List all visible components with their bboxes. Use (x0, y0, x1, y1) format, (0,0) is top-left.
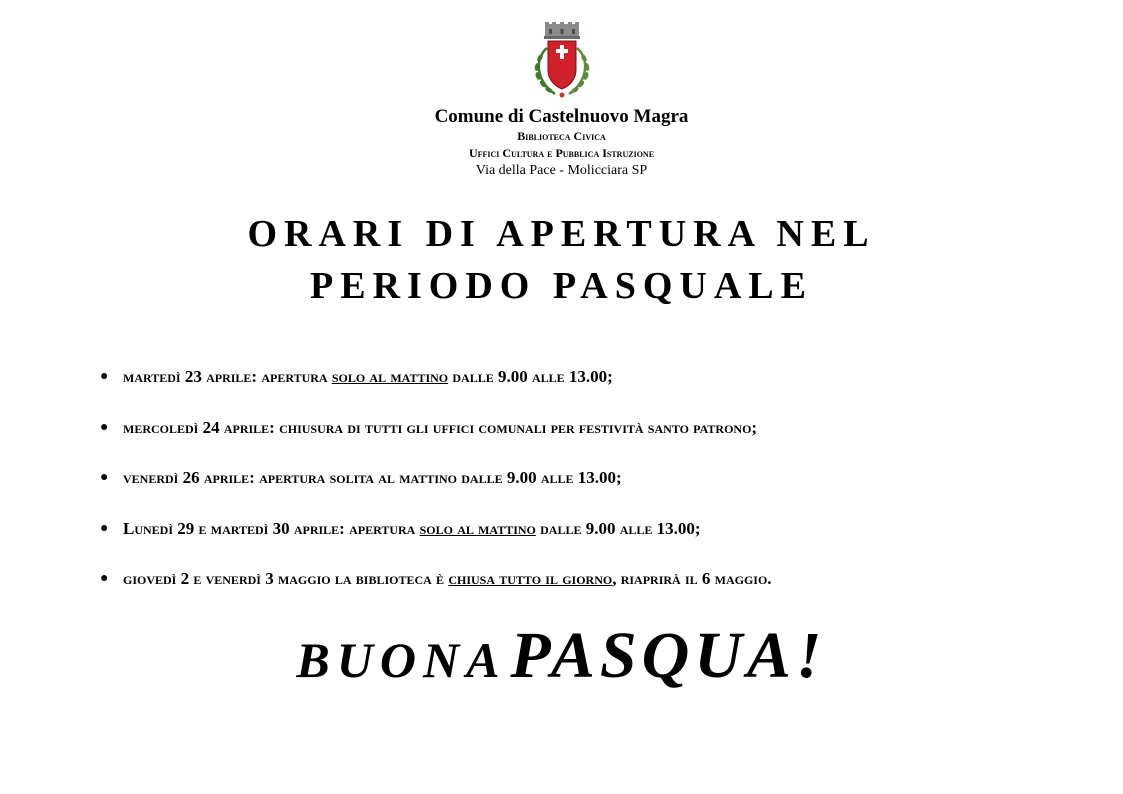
municipality-name: Comune di Castelnuovo Magra (434, 106, 689, 127)
schedule-item (100, 417, 1100, 468)
schedule-item (100, 467, 1100, 518)
greeting-word-1: BUONA (296, 632, 507, 688)
schedule-list (100, 366, 1100, 619)
bullet-icon: ● (100, 419, 109, 435)
schedule-item-text: venerdì 26 aprile: apertura solita al mattino dalle 9.00 alle 13.00; (123, 468, 622, 487)
offices-name: Uffici Cultura e Pubblica Istruzione (468, 146, 655, 160)
schedule-item (100, 568, 1100, 619)
schedule-item (100, 518, 1100, 569)
title-line-1: ORARI DI APERTURA NEL (247, 213, 876, 255)
bullet-icon: ● (100, 369, 109, 384)
schedule-item (100, 366, 1100, 417)
emphasis-text: solo al mattino (419, 518, 536, 538)
page-title (0, 208, 1123, 312)
emphasis-text: chiusa tutto il giorno (448, 569, 613, 588)
library-name: Biblioteca Civica (517, 129, 606, 143)
bullet-icon: ● (100, 470, 109, 485)
bullet-icon: ● (100, 571, 109, 586)
shield-icon (548, 41, 576, 89)
municipal-coat-of-arms-icon (531, 22, 593, 100)
bullet-icon: ● (100, 520, 109, 536)
easter-greeting (0, 618, 1123, 694)
schedule-item-text: Lunedì 29 e martedì 30 aprile: apertura solo al mattino dalle 9.00 alle 13.00; (123, 518, 701, 538)
address: Via della Pace - Molicciara SP (475, 163, 648, 178)
greeting-word-2: PASQUA! (510, 619, 827, 692)
schedule-item-text: mercoledì 24 aprile: chiusura di tutti gli uffici comunali per festività santo patrono; (123, 417, 758, 437)
crown-icon (544, 22, 580, 39)
schedule-item-text: giovedì 2 e venerdì 3 maggio la biblioteca è chiusa tutto il giorno, riaprirà il 6 maggio. (123, 569, 772, 588)
emphasis-text: solo al mattino (331, 367, 449, 386)
letterhead (0, 22, 1123, 179)
schedule-item-text: martedì 23 aprile: apertura solo al mattino dalle 9.00 alle 13.00; (123, 367, 613, 386)
title-line-2: PERIODO PASQUALE (310, 265, 813, 307)
